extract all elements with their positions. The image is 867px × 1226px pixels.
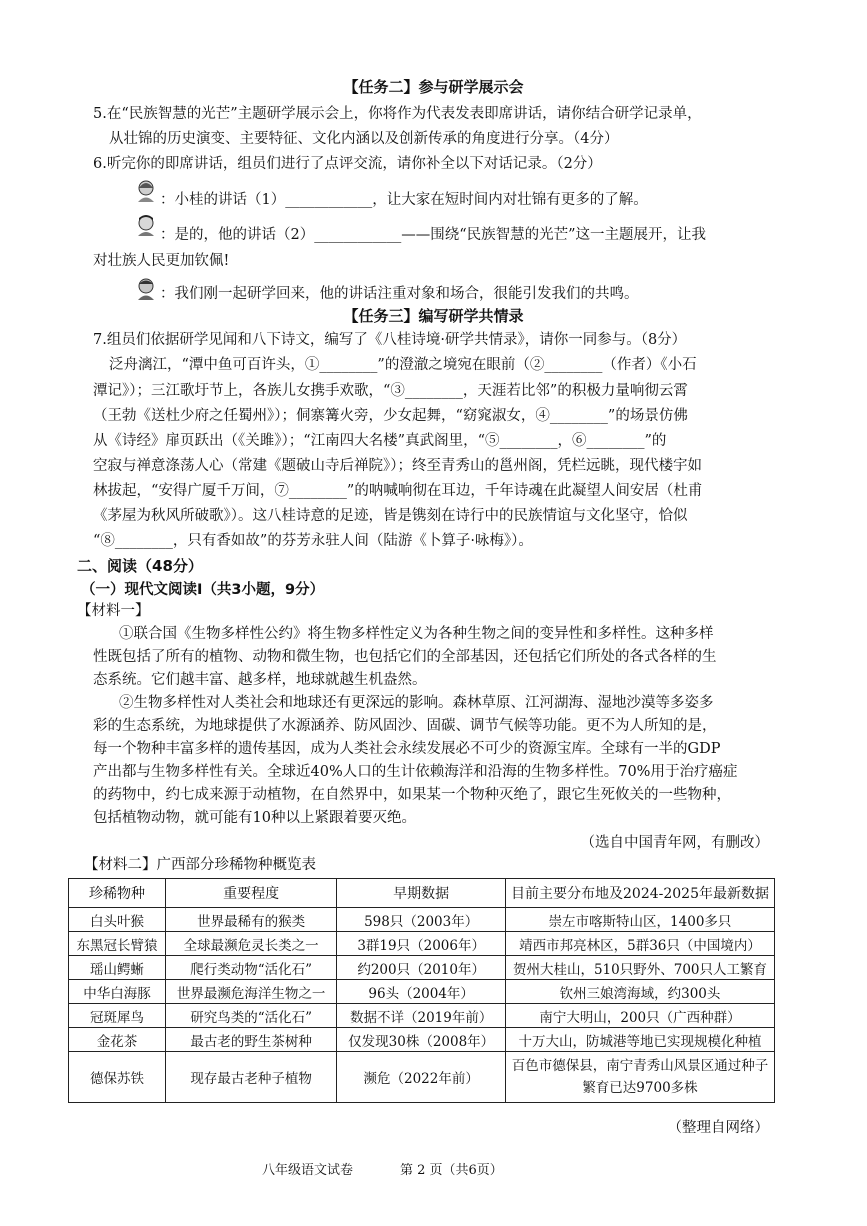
- table-cell: 崇左市喀斯特山区，1400多只: [506, 908, 775, 932]
- table-cell: 现存最古老种子植物: [165, 1052, 336, 1103]
- q6-prompt: 6.听完你的即席讲话，组员们进行了点评交流，请你补全以下对话记录。（2分）: [93, 156, 602, 172]
- table-cell: 德保苏铁: [69, 1052, 166, 1103]
- q5-line1: 5.在“民族智慧的光芒”主题研学展示会上，你将作为代表发表即席讲话，请你结合研学记录单，: [93, 106, 702, 122]
- species-table: [68, 878, 775, 1103]
- table-cell: 东黑冠长臂猿: [69, 932, 166, 956]
- table-row: [69, 956, 775, 980]
- para2-line: ②生物多样性对人类社会和地球还有更深远的影响。森林草原、江河湖海、湿地沙漠等多姿多: [119, 695, 714, 711]
- q7-prompt: 7.组员们依据研学见闻和八下诗文，编写了《八桂诗境·研学共情录》，请你一同参与。（8分）: [93, 332, 687, 348]
- student-avatar-icon: [134, 276, 158, 300]
- table-cell: 靖西市邦亮林区，5群36只（中国境内）: [506, 932, 775, 956]
- page-info: 第 2 页（共6页）: [400, 1163, 503, 1178]
- poem-line: “⑧________，只有香如故”的芬芳永驻人间（陆游《卜算子·咏梅》）。: [93, 533, 533, 549]
- dialog-3: ：我们刚一起研学回来，他的讲话注重对象和场合，很能引发我们的共鸣。: [160, 286, 639, 302]
- table-header: 珍稀物种: [69, 879, 166, 908]
- table-cell: 白头叶猴: [69, 908, 166, 932]
- para2-line: 包括植物动物，就可能有10种以上紧跟着要灭绝。: [93, 810, 416, 826]
- dialog-2-line1: ：是的，他的讲话（2）____________——围绕“民族智慧的光芒”这一主题展开，让我: [160, 227, 707, 243]
- para1-line: ①联合国《生物多样性公约》将生物多样性定义为各种生物之间的变异性和多样性。这种多样: [119, 626, 714, 642]
- task3-title: 【任务三】编写研学共情录: [343, 307, 524, 325]
- poem-line: 从《诗经》扉页跃出（《关雎》）；“江南四大名楼”真武阁里，“⑤________，⑥________”的: [93, 433, 667, 449]
- poem-line: 林拔起，“安得广厦千万间，⑦________”的呐喊响彻在耳边，千年诗魂在此凝望人间安居（杜甫: [93, 483, 703, 499]
- table-cell: 金花茶: [69, 1028, 166, 1052]
- dialog-2-line2: 对壮族人民更加钦佩!: [93, 253, 230, 269]
- poem-line: 空寂与禅意涤荡人心（常建《题破山寺后禅院》）；终至青秀山的邕州阁，凭栏远眺，现代楼宇如: [93, 458, 702, 474]
- boy-avatar-icon: [134, 212, 158, 236]
- table-header-row: [69, 879, 775, 908]
- poem-line: 《茅屋为秋风所破歌》）。这八桂诗意的足迹，皆是镌刻在诗行中的民族情谊与文化坚守，恰似: [93, 508, 688, 524]
- table-row: [69, 932, 775, 956]
- table-cell: 十万大山，防城港等地已实现规模化种植: [506, 1028, 775, 1052]
- table-row: [69, 980, 775, 1004]
- table-header: 目前主要分布地及2024-2025年最新数据: [506, 879, 775, 908]
- table-cell: 世界最濒危海洋生物之一: [165, 980, 336, 1004]
- table-cell: 研究鸟类的“活化石”: [165, 1004, 336, 1028]
- material1-label: 【材料一】: [77, 603, 150, 619]
- table-cell: 最古老的野生茶树种: [165, 1028, 336, 1052]
- table-cell: 数据不详（2019年前）: [337, 1004, 506, 1028]
- table-cell: 全球最濒危灵长类之一: [165, 932, 336, 956]
- table-row: [69, 1052, 775, 1103]
- para1-line: 态系统。它们越丰富、越多样，地球就越生机盎然。: [93, 672, 427, 688]
- table-cell: 598只（2003年）: [337, 908, 506, 932]
- table-cell: 约200只（2010年）: [337, 956, 506, 980]
- table-header: 早期数据: [337, 879, 506, 908]
- poem-line: （王勃《送杜少府之任蜀州》）；侗寨篝火旁，少女起舞，“窈窕淑女，④________”的场景仿佛: [93, 408, 688, 424]
- table-row: [69, 1028, 775, 1052]
- table-header: 重要程度: [165, 879, 336, 908]
- source-note-2: （整理自网络）: [667, 1120, 769, 1136]
- table-cell: 瑶山鳄蜥: [69, 956, 166, 980]
- table-cell: 3群19只（2006年）: [337, 932, 506, 956]
- subsection-title: （一）现代文阅读Ⅰ（共3小题，9分）: [81, 582, 325, 598]
- table-cell: 南宁大明山，200只（广西种群）: [506, 1004, 775, 1028]
- table-cell: 冠斑犀鸟: [69, 1004, 166, 1028]
- task2-title: 【任务二】参与研学展示会: [343, 78, 524, 96]
- para2-line: 的药物中，约七成来源于动植物，在自然界中，如果某一个物种灭绝了，跟它生死攸关的一些物种，: [93, 787, 731, 803]
- table-cell: 96头（2004年）: [337, 980, 506, 1004]
- dialog-1: ：小桂的讲话（1）____________，让大家在短时间内对壮锦有更多的了解。: [160, 192, 648, 208]
- table-cell: 中华白海豚: [69, 980, 166, 1004]
- table-cell: 仅发现30株（2008年）: [337, 1028, 506, 1052]
- poem-line: 泛舟漓江，“潭中鱼可百许头，①________”的澄澈之境宛在眼前（②________（作者）《小石: [109, 357, 697, 373]
- source-note-1: （选自中国青年网，有删改）: [580, 835, 769, 851]
- table-row: [69, 1004, 775, 1028]
- table-cell: 世界最稀有的猴类: [165, 908, 336, 932]
- para2-line: 彩的生态系统，为地球提供了水源涵养、防风固沙、固碳、调节气候等功能。更不为人所知的是，: [93, 718, 717, 734]
- para2-line: 产出都与生物多样性有关。全球近40%人口的生计依赖海洋和沿海的生物多样性。70%用于治疗癌症: [93, 764, 738, 780]
- poem-line: 潭记》）；三江歌圩节上，各族儿女携手欢歌，“③________，天涯若比邻”的积极力量响彻云霄: [93, 383, 688, 399]
- exam-name: 八年级语文试卷: [262, 1163, 354, 1178]
- table-cell: 爬行类动物“活化石”: [165, 956, 336, 980]
- table-cell: 钦州三娘湾海域，约300头: [506, 980, 775, 1004]
- table-cell: 濒危（2022年前）: [337, 1052, 506, 1103]
- table-cell: 百色市德保县，南宁青秀山风景区通过种子繁育已达9700多株: [506, 1052, 775, 1103]
- girl-avatar-icon: [134, 178, 158, 202]
- para2-line: 每一个物种丰富多样的遗传基因，成为人类社会永续发展必不可少的资源宝库。全球有一半的GDP: [93, 741, 721, 757]
- para1-line: 性既包括了所有的植物、动物和微生物，也包括它们的全部基因，还包括它们所处的各式各样的生: [93, 649, 717, 665]
- material2-label: 【材料二】广西部分珍稀物种概览表: [84, 857, 316, 873]
- section-title: 二、阅读（48分）: [77, 557, 203, 575]
- table-row: [69, 908, 775, 932]
- q5-line2: 从壮锦的历史演变、主要特征、文化内涵以及创新传承的角度进行分享。（4分）: [109, 131, 619, 147]
- table-cell: 贺州大桂山，510只野外、700只人工繁育: [506, 956, 775, 980]
